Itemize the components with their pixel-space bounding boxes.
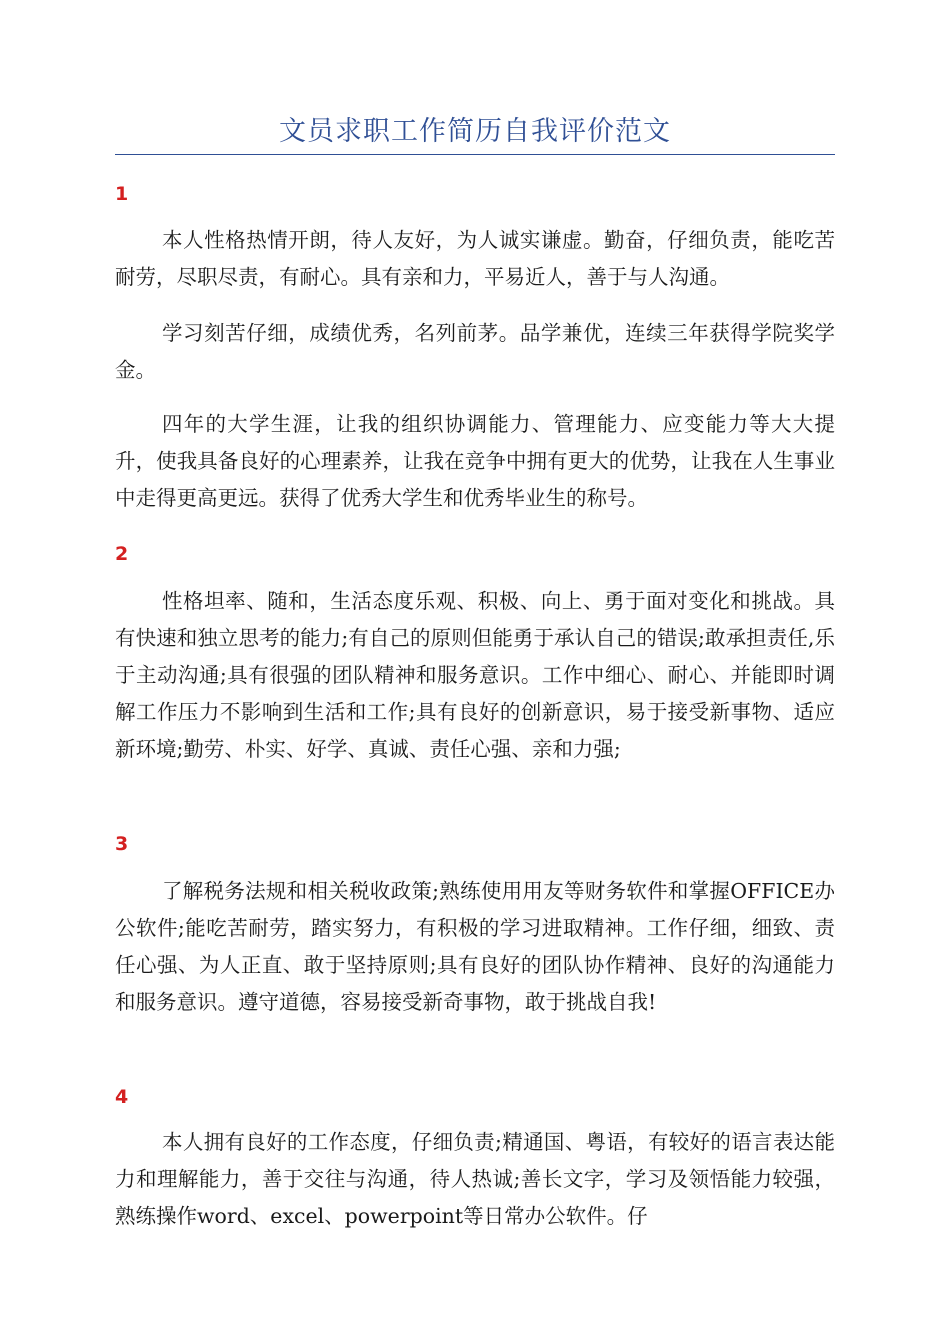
title-underline [115,154,835,155]
document-title: 文员求职工作简历自我评价范文 [279,116,671,147]
section-number: 4 [115,1086,129,1108]
paragraph: 本人性格热情开朗，待人友好，为人诚实谦虚。勤奋，仔细负责，能吃苦耐劳，尽职尽责，有耐心。具有亲和力，平易近人，善于与人沟通。 [115,228,835,289]
paragraph: 本人拥有良好的工作态度，仔细负责;精通国、粤语，有较好的语言表达能力和理解能力，善于交往与沟通，待人热诚;善长文字，学习及领悟能力较强，熟练操作word、excel、powerpoint等日常办公软件。仔 [115,1130,835,1228]
section-number: 3 [115,833,129,855]
paragraph: 四年的大学生涯，让我的组织协调能力、管理能力、应变能力等大大提升，使我具备良好的心理素养，让我在竞争中拥有更大的优势，让我在人生事业中走得更高更远。获得了优秀大学生和优秀毕业生的称号。 [115,412,835,510]
section-number: 2 [115,543,129,565]
paragraph: 了解税务法规和相关税收政策;熟练使用用友等财务软件和掌握OFFICE办公软件;能吃苦耐劳，踏实努力，有积极的学习进取精神。工作仔细，细致、责任心强、为人正直、敢于坚持原则;具有良好的团队协作精神、良好的沟通能力和服务意识。遵守道德，容易接受新奇事物，敢于挑战自我! [115,879,835,1014]
paragraph: 学习刻苦仔细，成绩优秀，名列前茅。品学兼优，连续三年获得学院奖学金。 [115,321,835,382]
section-number: 1 [115,183,129,205]
paragraph: 性格坦率、随和，生活态度乐观、积极、向上、勇于面对变化和挑战。具有快速和独立思考的能力;有自己的原则但能勇于承认自己的错误;敢承担责任,乐于主动沟通;具有很强的团队精神和服务意识。工作中细心、耐心、并能即时调解工作压力不影响到生活和工作;具有良好的创新意识，易于接受新事物、适应新环境;勤劳、朴实、好学、真诚、责任心强、亲和力强; [115,589,835,761]
